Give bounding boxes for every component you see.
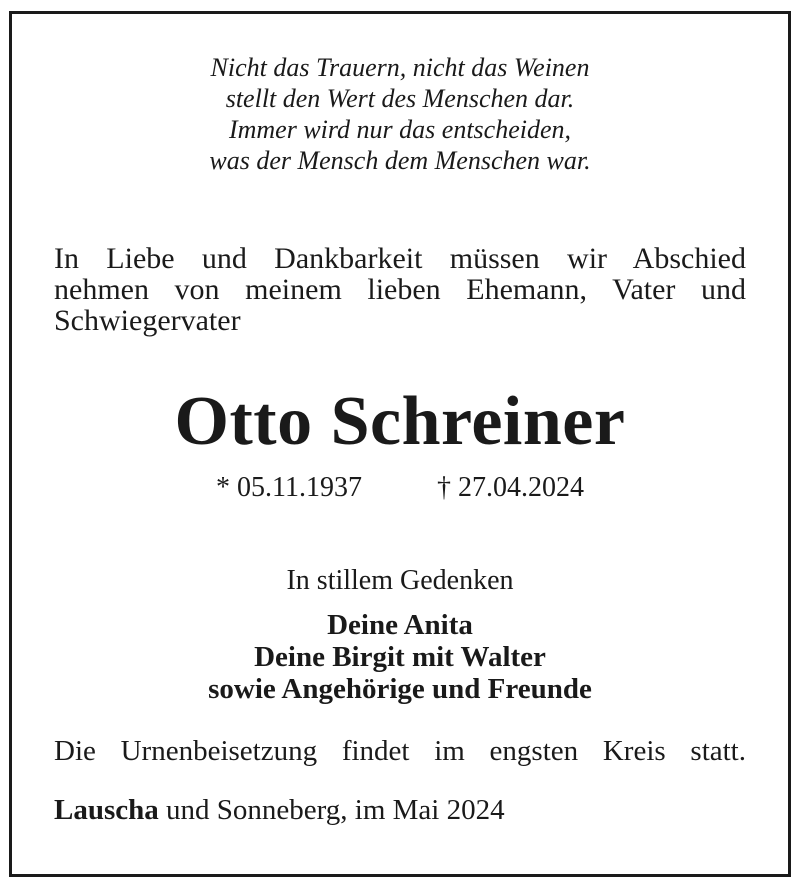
place-and-date xyxy=(54,794,746,826)
birth-date: * 05.11.1937 xyxy=(216,472,362,503)
poem-line: stellt den Wert des Menschen dar. xyxy=(225,84,575,113)
farewell-line: In Liebe und Dankbarkeit müssen wir Abschied xyxy=(54,242,746,275)
memorial-heading: In stillem Gedenken xyxy=(286,565,514,596)
death-date: † 27.04.2024 xyxy=(436,472,584,503)
memorial-poem xyxy=(0,52,800,176)
poem-line: was der Mensch dem Menschen war. xyxy=(209,146,591,175)
deceased-name: Otto Schreiner xyxy=(174,383,626,460)
place-name: Lauscha xyxy=(54,794,159,826)
burial-note: Die Urnenbeisetzung findet im engsten Kreis statt. xyxy=(54,735,746,767)
mourner-line: Deine Anita xyxy=(327,609,473,641)
farewell-line: Schwiegervater xyxy=(54,304,241,337)
poem-line: Nicht das Trauern, nicht das Weinen xyxy=(210,53,590,82)
life-dates xyxy=(0,472,800,504)
farewell-line: nehmen von meinem lieben Ehemann, Vater und xyxy=(54,273,746,306)
place-date-rest: und Sonneberg, im Mai 2024 xyxy=(158,794,505,826)
mourners-list xyxy=(0,609,800,705)
poem-line: Immer wird nur das entscheiden, xyxy=(228,115,572,144)
farewell-text xyxy=(54,243,746,336)
mourner-line: Deine Birgit mit Walter xyxy=(254,641,546,673)
mourner-line: sowie Angehörige und Freunde xyxy=(208,673,592,705)
